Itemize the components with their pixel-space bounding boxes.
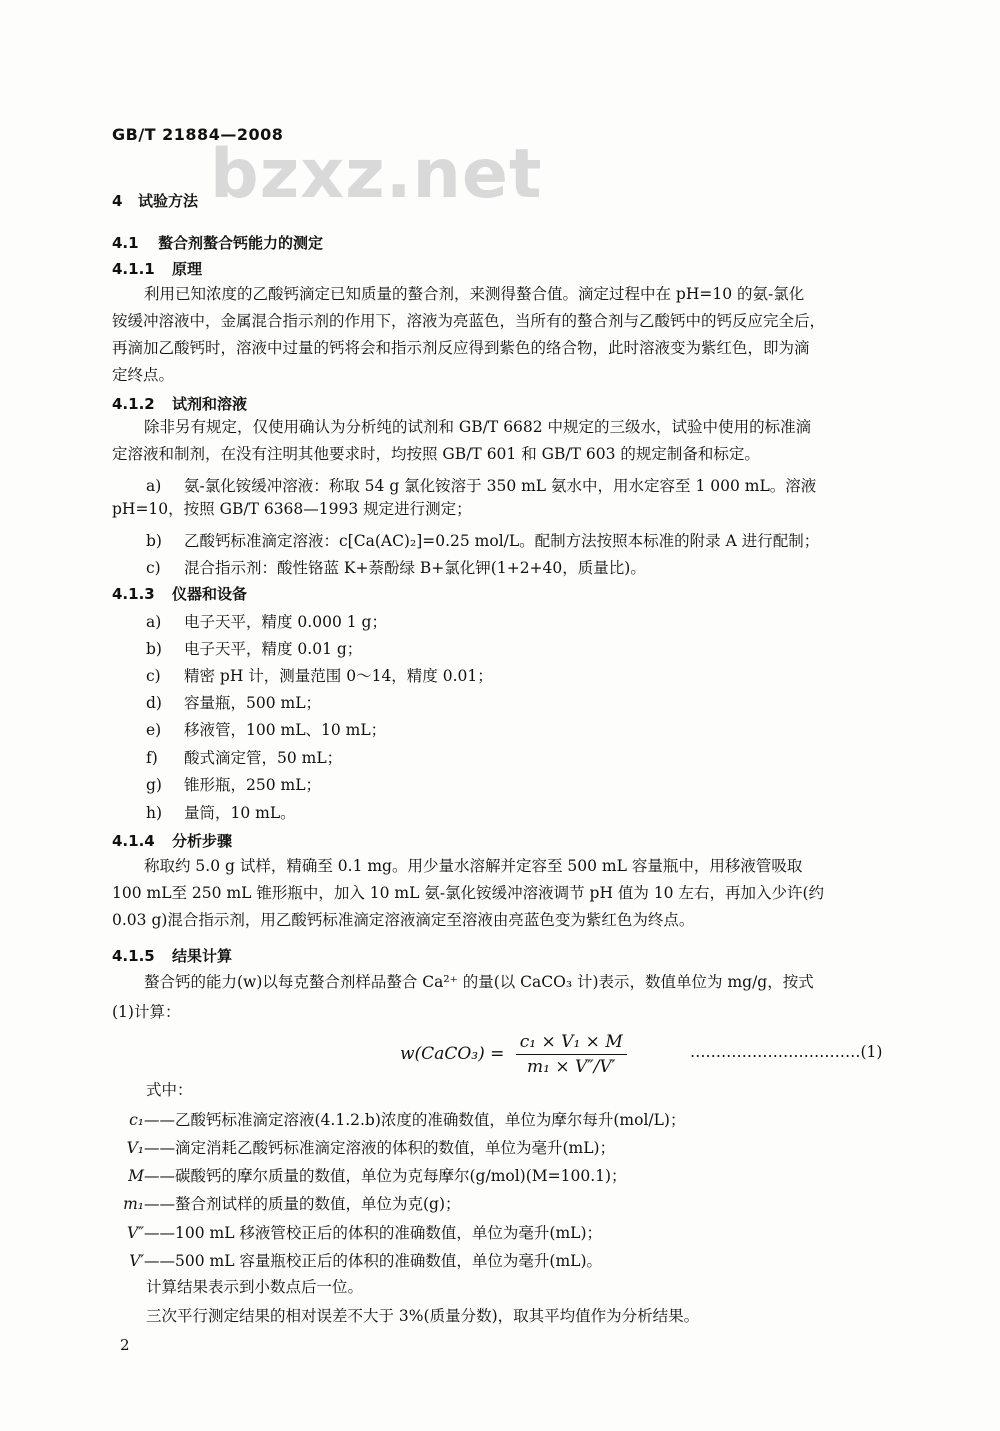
instrument-item: [146, 691, 321, 713]
item-label: f): [146, 749, 158, 767]
reagent-item: [146, 529, 819, 551]
principle-line-2: 铵缓冲溶液中，金属混合指示剂的作用下，溶液为亮蓝色，当所有的螯合剂与乙酸钙中的钙反应完全后，: [112, 312, 826, 330]
item-label: g): [146, 776, 162, 794]
item-text: 混合指示剂：酸性铬蓝 K+萘酚绿 B+氯化钾(1+2+40，质量比)。: [184, 559, 646, 577]
reagents-intro-line-1: 除非另有规定，仅使用确认为分析纯的试剂和 GB/T 6682 中规定的三级水，试验中使用的标准滴: [144, 418, 812, 436]
instrument-item: [146, 610, 387, 632]
section-4-1-2-heading: [112, 393, 247, 414]
instrument-item: [146, 637, 362, 659]
item-text: 乙酸钙标准滴定溶液：c[Ca(AC)₂]=0.25 mol/L。配制方法按照本标准的附录 A 进行配制；: [184, 532, 820, 550]
formula-denominator: m₁ × V″/V′: [527, 1057, 616, 1077]
variable-description: ——500 mL 容量瓶校正后的体积的准确数值，单位为毫升(mL)。: [144, 1252, 603, 1270]
section-title: 仪器和设备: [172, 585, 248, 603]
section-number: 4: [112, 192, 123, 210]
closing-line-1: 计算结果表示到小数点后一位。: [146, 1278, 364, 1296]
variable-definition: [104, 1136, 615, 1158]
variable-symbol: m₁: [123, 1195, 144, 1213]
principle-line-1: 利用已知浓度的乙酸钙滴定已知质量的螯合剂，来测得螯合值。滴定过程中在 pH=10 的氨-氯化: [144, 285, 805, 303]
item-text: 移液管，100 mL、10 mL；: [184, 721, 387, 739]
section-title: 原理: [172, 260, 203, 278]
item-text: 电子天平，精度 0.01 g；: [184, 640, 363, 658]
item-label: d): [146, 694, 162, 712]
section-4-1-heading: [112, 232, 323, 253]
item-text: 量筒，10 mL。: [184, 804, 296, 822]
section-number: 4.1.1: [112, 260, 155, 278]
variable-definition: [104, 1164, 627, 1186]
item-label: c): [146, 667, 161, 685]
formula-numerator: c₁ × V₁ × M: [516, 1032, 627, 1055]
section-title: 试验方法: [138, 192, 199, 210]
principle-line-3: 再滴加乙酸钙时，溶液中过量的钙将会和指示剂反应得到紫色的络合物，此时溶液变为紫红色，即为滴: [112, 339, 810, 357]
variable-symbol: c₁: [129, 1111, 144, 1129]
equation-number: ……………………………(1): [690, 1043, 883, 1061]
variable-symbol: V″: [127, 1224, 144, 1242]
item-text: 锥形瓶，250 mL；: [184, 776, 322, 794]
variable-definition: [104, 1221, 602, 1243]
section-4-1-1-heading: [112, 258, 202, 279]
instrument-item: [146, 746, 342, 768]
item-label: b): [146, 640, 162, 658]
variable-description: ——碳酸钙的摩尔质量的数值，单位为克每摩尔(g/mol)(M=100.1)；: [144, 1167, 627, 1185]
variable-definition: [104, 1192, 461, 1214]
reagents-intro-line-2: 定溶液和制剂，在没有注明其他要求时，均按照 GB/T 601 和 GB/T 603 的规定制备和标定。: [112, 445, 760, 463]
reagent-item: [146, 474, 816, 496]
closing-line-2: 三次平行测定结果的相对误差不大于 3%(质量分数)，取其平均值作为分析结果。: [146, 1307, 700, 1325]
formula-1: [400, 1032, 627, 1077]
variable-symbol: V₁: [126, 1139, 144, 1157]
section-number: 4.1.3: [112, 585, 155, 603]
item-text: 酸式滴定管，50 mL；: [184, 749, 343, 767]
section-4-1-4-heading: [112, 830, 232, 851]
section-title: 螯合剂螯合钙能力的测定: [158, 234, 324, 252]
variable-definition: [104, 1249, 602, 1271]
variable-description: ——滴定消耗乙酸钙标准滴定溶液的体积的数值，单位为毫升(mL)；: [144, 1139, 616, 1157]
item-text: 电子天平，精度 0.000 1 g；: [184, 613, 387, 631]
item-text: 容量瓶，500 mL；: [184, 694, 322, 712]
standard-id: GB/T 21884—2008: [112, 125, 284, 144]
section-title: 分析步骤: [172, 832, 233, 850]
instrument-item: [146, 718, 386, 740]
section-number: 4.1: [112, 234, 139, 252]
calc-intro-line-2: (1)计算：: [112, 1003, 181, 1021]
item-label: a): [146, 613, 162, 631]
item-label: h): [146, 804, 163, 822]
section-4-heading: [112, 190, 198, 211]
procedure-line-3: 0.03 g)混合指示剂，用乙酸钙标准滴定溶液滴定至溶液由亮蓝色变为紫红色为终点。: [112, 911, 695, 929]
variable-description: ——100 mL 移液管校正后的体积的准确数值，单位为毫升(mL)；: [144, 1224, 603, 1242]
section-4-1-3-heading: [112, 583, 247, 604]
section-4-1-5-heading: [112, 945, 232, 966]
item-label: c): [146, 559, 161, 577]
instrument-item: [146, 773, 321, 795]
reagent-item-continuation: pH=10，按照 GB/T 6368—1993 规定进行测定；: [112, 500, 472, 518]
variable-symbol: M: [128, 1167, 144, 1185]
watermark: bzxz.net: [210, 135, 543, 214]
procedure-line-2: 100 mL至 250 mL 锥形瓶中，加入 10 mL 氨-氯化铵缓冲溶液调节 pH 值为 10 左右，再加入少许(约: [112, 884, 825, 902]
instrument-item: [146, 801, 296, 823]
item-text: 精密 pH 计，测量范围 0～14，精度 0.01；: [184, 667, 493, 685]
section-title: 试剂和溶液: [172, 395, 248, 413]
section-number: 4.1.2: [112, 395, 155, 413]
formula-lhs: w(CaCO₃) =: [400, 1044, 505, 1064]
principle-line-4: 定终点。: [112, 366, 175, 384]
variable-description: ——螯合剂试样的质量的数值，单位为克(g)；: [144, 1195, 461, 1213]
section-number: 4.1.5: [112, 947, 155, 965]
variable-definition: [104, 1108, 685, 1130]
section-title: 结果计算: [172, 947, 233, 965]
item-label: e): [146, 721, 162, 739]
instrument-item: [146, 664, 493, 686]
item-label: b): [146, 532, 162, 550]
item-label: a): [146, 477, 162, 495]
reagent-item: [146, 556, 646, 578]
item-text: 氨-氯化铵缓冲溶液：称取 54 g 氯化铵溶于 350 mL 氨水中，用水定容至 1 000 mL。溶液: [184, 477, 817, 495]
procedure-line-1: 称取约 5.0 g 试样，精确至 0.1 mg。用少量水溶解并定容至 500 mL 容量瓶中，用移液管吸取: [144, 857, 803, 875]
calc-intro-line-1: 螯合钙的能力(w)以每克螯合剂样品螯合 Ca²⁺ 的量(以 CaCO₃ 计)表示，数值单位为 mg/g，按式: [144, 973, 814, 991]
variable-symbol: V′: [129, 1252, 144, 1270]
section-number: 4.1.4: [112, 832, 155, 850]
page-number: 2: [120, 1336, 130, 1354]
variable-description: ——乙酸钙标准滴定溶液(4.1.2.b)浓度的准确数值，单位为摩尔每升(mol/L)；: [144, 1111, 686, 1129]
where-label: 式中：: [146, 1081, 193, 1099]
formula-fraction: [516, 1032, 627, 1077]
